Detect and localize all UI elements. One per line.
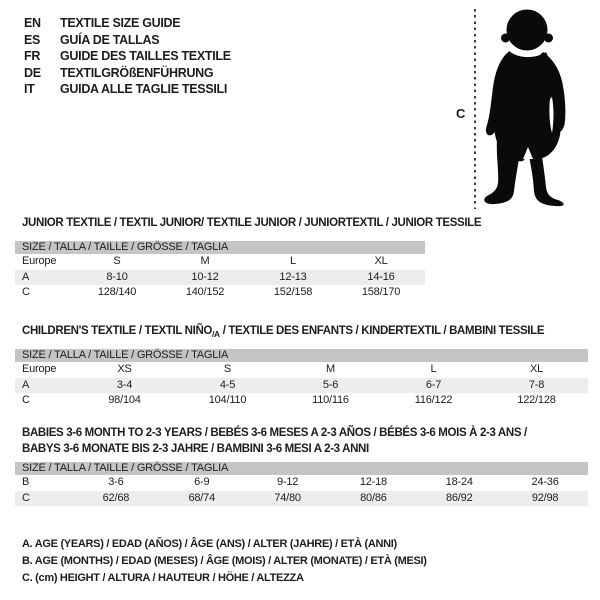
children-title-subscript: /A bbox=[212, 328, 220, 339]
note-age-years: A. AGE (YEARS) / EDAD (AÑOS) / ÂGE (ANS) / ALTER (JAHRE) / ETÀ (ANNI) bbox=[22, 538, 397, 550]
table-row-height bbox=[15, 491, 588, 507]
children-section-title bbox=[22, 323, 544, 339]
row-label: C bbox=[22, 286, 30, 298]
language-list bbox=[24, 15, 231, 98]
size-cell: 5-6 bbox=[322, 378, 339, 391]
language-title: TEXTILGRÖßENFÜHRUNG bbox=[60, 65, 214, 80]
size-cell: L bbox=[290, 255, 296, 267]
size-cell: 158/170 bbox=[361, 286, 401, 298]
table-row-age-months bbox=[15, 475, 588, 491]
language-code: EN bbox=[24, 16, 41, 30]
size-cell: 104/110 bbox=[208, 394, 247, 406]
size-cell: 24-36 bbox=[531, 476, 559, 488]
size-cell: 10-12 bbox=[191, 270, 219, 283]
size-cell: 12-18 bbox=[359, 476, 387, 488]
row-label: A bbox=[22, 270, 30, 283]
size-cell: L bbox=[430, 363, 437, 375]
legend-notes bbox=[22, 536, 427, 587]
size-cell: XL bbox=[374, 255, 388, 267]
row-label: A bbox=[22, 378, 30, 391]
language-row-it bbox=[24, 81, 231, 98]
measure-label-c: C bbox=[456, 106, 466, 121]
size-cell: 140/152 bbox=[185, 286, 225, 298]
language-title: TEXTILE SIZE GUIDE bbox=[60, 16, 181, 30]
language-title: GUIDE DES TAILLES TEXTILE bbox=[60, 49, 231, 63]
note-height-cm: C. (cm) HEIGHT / ALTURA / HAUTEUR / HÖHE / ALTEZZA bbox=[22, 572, 304, 584]
note-age-months: B. AGE (MONTHS) / EDAD (MESES) / ÂGE (MOIS) / ALTER (MONATE) / ETÀ (MESI) bbox=[22, 555, 427, 567]
size-cell: 14-16 bbox=[367, 270, 395, 283]
row-label: C bbox=[22, 491, 30, 504]
size-header-band: SIZE / TALLA / TAILLE / GRÖSSE / TAGLIA bbox=[15, 462, 588, 475]
size-cell: 116/122 bbox=[414, 394, 453, 406]
language-code: DE bbox=[24, 65, 41, 80]
size-cell: M bbox=[326, 363, 335, 375]
size-cell: 122/128 bbox=[517, 394, 556, 406]
children-size-table bbox=[15, 349, 588, 409]
table-row-height bbox=[15, 393, 588, 409]
junior-section-title: JUNIOR TEXTILE / TEXTIL JUNIOR/ TEXTILE JUNIOR / JUNIORTEXTIL / JUNIOR TESSILE bbox=[22, 217, 482, 229]
language-row-fr bbox=[24, 48, 231, 65]
language-row-es bbox=[24, 32, 231, 49]
size-cell: 74/80 bbox=[274, 491, 301, 504]
babies-size-table bbox=[15, 462, 588, 506]
size-cell: 110/116 bbox=[312, 394, 349, 406]
size-cell: S bbox=[113, 255, 121, 267]
children-title-pre: CHILDREN'S TEXTILE / TEXTIL NIÑO bbox=[22, 325, 213, 337]
babies-section-title bbox=[22, 425, 527, 457]
language-title: GUÍA DE TALLAS bbox=[60, 32, 160, 47]
size-cell: 4-5 bbox=[219, 378, 236, 391]
table-row-age bbox=[15, 270, 425, 286]
children-title-post: / TEXTILE DES ENFANTS / KINDERTEXTIL / BAMBINI TESSILE bbox=[219, 325, 545, 337]
height-measure-dashed-line bbox=[474, 9, 476, 209]
table-row-europe bbox=[15, 254, 425, 270]
size-header-band: SIZE / TALLA / TAILLE / GRÖSSE / TAGLIA bbox=[15, 241, 425, 254]
size-cell: 152/158 bbox=[273, 286, 313, 298]
size-cell: 98/104 bbox=[108, 394, 141, 406]
language-row-de bbox=[24, 65, 231, 82]
size-cell: 7-8 bbox=[528, 378, 545, 391]
size-cell: 128/140 bbox=[97, 286, 137, 298]
baby-silhouette bbox=[483, 7, 579, 207]
size-cell: S bbox=[223, 363, 232, 375]
size-cell: 68/74 bbox=[188, 491, 215, 504]
size-cell: M bbox=[200, 255, 210, 267]
babies-title-line2: BABYS 3-6 MONATE BIS 2-3 JAHRE / BAMBINI 3-6 MESI A 2-3 ANNI bbox=[22, 443, 369, 455]
size-cell: 3-4 bbox=[116, 378, 133, 391]
size-cell: 6-9 bbox=[194, 476, 210, 488]
size-cell: 80/86 bbox=[360, 491, 387, 504]
size-header-band: SIZE / TALLA / TAILLE / GRÖSSE / TAGLIA bbox=[15, 349, 588, 362]
size-cell: 18-24 bbox=[445, 476, 473, 488]
size-cell: 6-7 bbox=[425, 378, 442, 391]
language-code: FR bbox=[24, 49, 41, 63]
size-cell: 86/92 bbox=[445, 491, 473, 504]
size-cell: XS bbox=[117, 363, 132, 375]
row-label: C bbox=[22, 394, 30, 406]
junior-size-table bbox=[15, 241, 425, 301]
row-label: Europe bbox=[22, 255, 57, 267]
size-cell: 9-12 bbox=[276, 476, 299, 488]
babies-title-line1: BABIES 3-6 MONTH TO 2-3 YEARS / BEBÉS 3-6 MESES A 2-3 AÑOS / BÉBÉS 3-6 MOIS À 2-3 ANS / bbox=[22, 427, 527, 439]
language-row-en bbox=[24, 15, 231, 32]
table-row-height bbox=[15, 285, 425, 301]
language-code: IT bbox=[24, 82, 35, 96]
size-cell: 62/68 bbox=[102, 491, 130, 504]
table-row-age bbox=[15, 378, 588, 394]
row-label: Europe bbox=[22, 363, 57, 375]
language-title: GUIDA ALLE TAGLIE TESSILI bbox=[60, 82, 228, 96]
size-cell: 12-13 bbox=[279, 270, 307, 283]
table-row-europe bbox=[15, 362, 588, 378]
size-cell: 8-10 bbox=[106, 270, 128, 283]
size-cell: 3-6 bbox=[108, 476, 124, 488]
language-code: ES bbox=[24, 32, 41, 47]
size-cell: XL bbox=[529, 363, 544, 375]
row-label: B bbox=[22, 476, 30, 488]
size-cell: 92/98 bbox=[531, 491, 559, 504]
